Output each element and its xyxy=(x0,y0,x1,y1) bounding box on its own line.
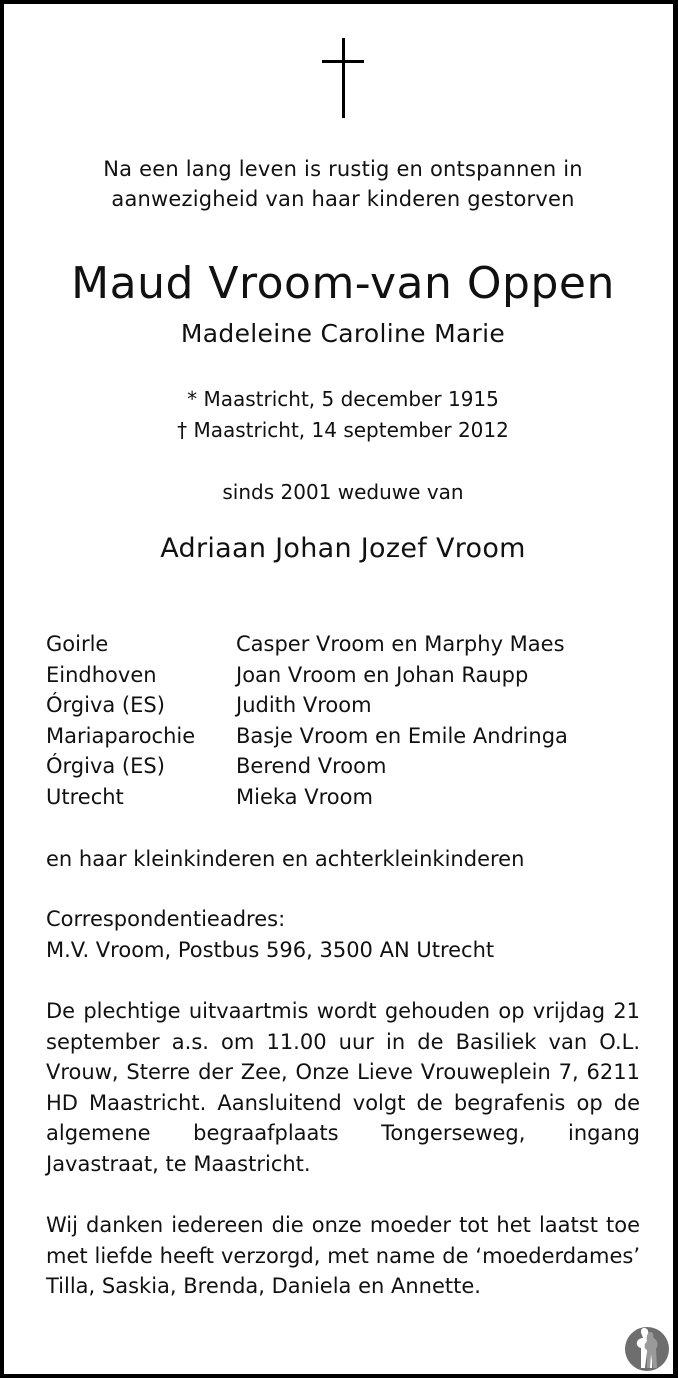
family-names: Berend Vroom xyxy=(236,754,387,779)
grandchildren-line: en haar kleinkinderen en achterkleinkinderen xyxy=(46,847,525,871)
correspondence-value: M.V. Vroom, Postbus 596, 3500 AN Utrecht xyxy=(46,937,495,962)
family-names: Basje Vroom en Emile Andringa xyxy=(236,723,568,748)
family-names: Casper Vroom en Marphy Maes xyxy=(236,632,565,656)
deceased-name: Maud Vroom-van Oppen xyxy=(71,258,615,309)
family-place: Eindhoven xyxy=(46,662,157,687)
thanks-paragraph: Wij danken iedereen die onze moeder tot het laatst toe met liefde heeft verzorgd, met name de ‘moederdames’ Tilla, Saskia, Brenda, Daniela en Annette. xyxy=(46,1213,640,1299)
family-row xyxy=(46,660,568,691)
family-row xyxy=(46,629,568,660)
family-row xyxy=(46,751,568,782)
family-place: Órgiva (ES) xyxy=(46,754,165,779)
family-names: Mieka Vroom xyxy=(236,784,373,809)
intro-line: Na een lang leven is rustig en ontspannen in xyxy=(103,157,583,181)
correspondence-label: Correspondentieadres: xyxy=(46,907,286,931)
family-row xyxy=(46,690,568,721)
correspondence-address xyxy=(46,904,640,965)
intro-text xyxy=(4,154,678,214)
family-row xyxy=(46,782,568,813)
life-dates xyxy=(4,384,678,446)
spouse-name: Adriaan Johan Jozef Vroom xyxy=(160,533,526,564)
birth-date: * Maastricht, 5 december 1915 xyxy=(187,387,499,411)
death-date: † Maastricht, 14 september 2012 xyxy=(177,418,509,442)
widow-line: sinds 2001 weduwe van xyxy=(222,480,464,504)
family-place: Mariaparochie xyxy=(46,723,196,748)
family-names: Judith Vroom xyxy=(236,693,372,718)
cross-icon xyxy=(322,38,364,118)
family-place: Órgiva (ES) xyxy=(46,693,165,718)
embracing-figures-logo-icon xyxy=(622,1322,672,1372)
family-list xyxy=(46,629,568,813)
family-names: Joan Vroom en Johan Raupp xyxy=(236,662,529,687)
family-row xyxy=(46,721,568,752)
family-place: Goirle xyxy=(46,632,109,656)
family-place: Utrecht xyxy=(46,784,124,809)
given-names: Madeleine Caroline Marie xyxy=(180,319,506,348)
intro-line: aanwezigheid van haar kinderen gestorven xyxy=(111,187,575,211)
funeral-details: De plechtige uitvaartmis wordt gehouden op vrijdag 21 september a.s. om 11.00 uur in de Basiliek van O.L. Vrouw, Sterre der Zee, Onze Lieve Vrouweplein 7, 6211 HD Maastricht. Aansluitend volgt de begrafenis op de algemene begraafplaats Tongerseweg, ingang Javastraat, te Maastricht. xyxy=(46,999,640,1176)
